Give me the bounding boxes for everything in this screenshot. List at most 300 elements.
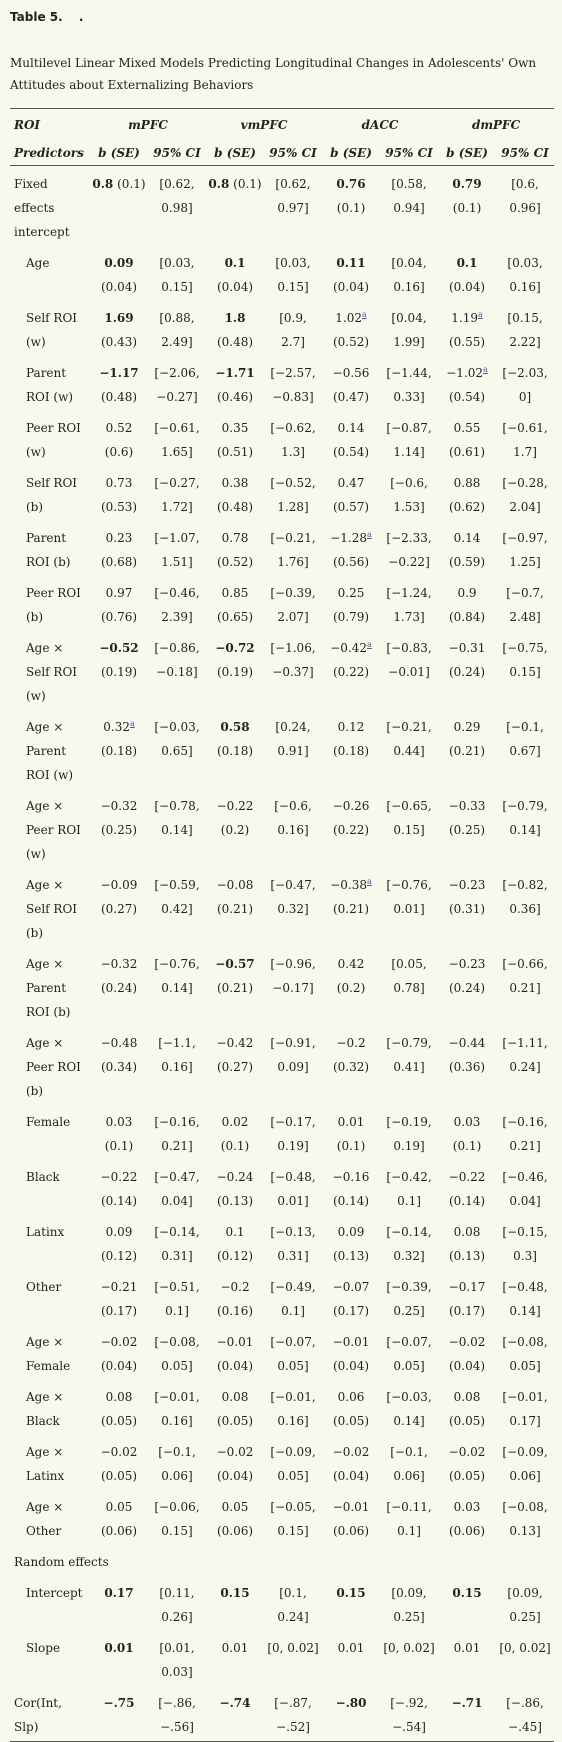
table-row	[10, 1575, 554, 1630]
confidence-interval: [−0.19, 0.19]	[386, 1115, 432, 1153]
b-se-cell	[206, 300, 264, 355]
confidence-interval: [−0.61, 1.65]	[154, 421, 200, 459]
coefficient: 0.1	[224, 256, 246, 270]
b-se-cell	[438, 709, 496, 788]
b-se-cell	[438, 867, 496, 946]
b-se-cell	[438, 1214, 496, 1269]
b-se-cell	[322, 1489, 380, 1544]
table-row	[10, 1324, 554, 1379]
predictor-label: Peer ROI (w)	[26, 421, 81, 459]
table-row	[10, 788, 554, 867]
standard-error: (0.17)	[100, 1304, 138, 1318]
table-row	[10, 946, 554, 1025]
coefficient: 0.47	[337, 476, 365, 490]
coefficient: −.71	[451, 1696, 483, 1710]
standard-error: (0.57)	[332, 500, 370, 514]
b-se-cell	[322, 1159, 380, 1214]
confidence-interval: [−1.11, 0.24]	[502, 1036, 548, 1074]
confidence-interval: [−.87, −.52]	[264, 1685, 322, 1742]
b-se-cell	[438, 1434, 496, 1489]
standard-error: (0.32)	[332, 1060, 370, 1074]
standard-error: (0.24)	[100, 981, 138, 995]
coefficient: 0.73	[105, 476, 133, 490]
b-se-cell	[322, 245, 380, 300]
confidence-interval: [0.11, 0.26]	[159, 1586, 195, 1624]
confidence-interval: [−0.16, 0.21]	[502, 1115, 548, 1153]
coefficient: 0.15	[220, 1586, 250, 1600]
predictor-label: Parent ROI (b)	[26, 531, 71, 569]
standard-error: (0.04)	[100, 1359, 138, 1373]
table-row	[10, 1159, 554, 1214]
standard-error: (0.43)	[100, 335, 138, 349]
standard-error: (0.79)	[332, 610, 370, 624]
standard-error: (0.05)	[448, 1469, 486, 1483]
table-row	[10, 300, 554, 355]
coefficient: −0.26	[332, 799, 370, 813]
confidence-interval: [−0.09, 0.05]	[270, 1445, 316, 1483]
b-se-cell	[206, 709, 264, 788]
confidence-interval: [−0.03, 0.65]	[154, 720, 200, 758]
coefficient: 0.78	[221, 531, 249, 545]
roi-header-vmpfc: vmPFC	[206, 109, 322, 142]
predictor-label: Parent ROI (w)	[26, 366, 74, 404]
standard-error: (0.52)	[332, 335, 370, 349]
ci-header: 95% CI	[496, 141, 554, 166]
coefficient: −1.02	[446, 366, 484, 380]
table-row	[10, 355, 554, 410]
confidence-interval: [−0.1, 0.67]	[506, 720, 544, 758]
coefficient: −0.42	[330, 641, 368, 655]
standard-error: (0.25)	[100, 823, 138, 837]
standard-error: (0.52)	[216, 555, 254, 569]
coefficient: −0.02	[448, 1445, 486, 1459]
b-se-cell	[438, 245, 496, 300]
table-row	[10, 1489, 554, 1544]
confidence-interval: [0, 0.02]	[267, 1641, 319, 1655]
coefficient: −0.07	[332, 1280, 370, 1294]
coefficient: 0.03	[453, 1115, 481, 1129]
b-se-cell	[438, 1269, 496, 1324]
confidence-interval: [−0.14, 0.31]	[154, 1225, 200, 1263]
b-se-cell	[438, 1324, 496, 1379]
b-se-cell	[90, 575, 148, 630]
standard-error: (0.1)	[336, 201, 366, 215]
footnote-marker[interactable]: a	[362, 310, 367, 319]
b-se-header: b (SE)	[438, 141, 496, 166]
coefficient: 0.79	[452, 177, 482, 191]
b-se-cell	[438, 1159, 496, 1214]
confidence-interval: [−0.21, 1.76]	[270, 531, 316, 569]
b-se-cell	[206, 1269, 264, 1324]
coefficient: 0.11	[336, 256, 366, 270]
standard-error: (0.04)	[332, 1469, 370, 1483]
b-se-cell	[322, 1214, 380, 1269]
coefficient: −0.22	[100, 1170, 138, 1184]
b-se-cell	[206, 1630, 264, 1685]
predictor-label: Intercept	[26, 1586, 83, 1600]
b-se-cell	[90, 1159, 148, 1214]
roi-header-dmpfc: dmPFC	[438, 109, 554, 142]
confidence-interval: [−0.16, 0.21]	[154, 1115, 200, 1153]
standard-error: (0.13)	[448, 1249, 486, 1263]
b-se-cell	[322, 355, 380, 410]
table-row	[10, 1434, 554, 1489]
coefficient: −0.32	[100, 799, 138, 813]
predictor-label: Peer ROI (b)	[26, 586, 81, 624]
predictor-label: Age × Latinx	[26, 1445, 65, 1483]
standard-error: (0.1)	[233, 177, 262, 191]
b-se-cell	[438, 1489, 496, 1544]
coefficient: 0.38	[221, 476, 249, 490]
confidence-interval: [−0.82, 0.36]	[502, 878, 548, 916]
coefficient: 0.9	[457, 586, 477, 600]
b-se-cell	[438, 1630, 496, 1685]
confidence-interval: [0, 0.02]	[499, 1641, 551, 1655]
standard-error: (0.2)	[220, 823, 250, 837]
coefficient: −1.28	[330, 531, 368, 545]
standard-error: (0.06)	[332, 1524, 370, 1538]
standard-error: (0.16)	[216, 1304, 254, 1318]
b-se-cell	[438, 410, 496, 465]
confidence-interval: [−1.07, 1.51]	[154, 531, 200, 569]
confidence-interval: [−0.01, 0.16]	[154, 1390, 200, 1428]
confidence-interval: [−0.42, 0.1]	[386, 1170, 432, 1208]
b-se-cell	[438, 300, 496, 355]
b-se-cell	[90, 946, 148, 1025]
coefficient: −0.38	[330, 878, 368, 892]
confidence-interval: [−0.97, 1.25]	[502, 531, 548, 569]
coefficient: −0.44	[448, 1036, 486, 1050]
b-se-cell	[322, 1269, 380, 1324]
ci-header: 95% CI	[148, 141, 206, 166]
predictor-label: Fixed effects intercept	[14, 177, 70, 239]
coefficient: −0.21	[100, 1280, 138, 1294]
b-se-cell	[90, 788, 148, 867]
footnote-marker[interactable]: a	[367, 530, 372, 539]
confidence-interval: [−0.1, 0.06]	[158, 1445, 196, 1483]
standard-error: (0.1)	[452, 201, 482, 215]
standard-error: (0.04)	[448, 1359, 486, 1373]
coefficient: 0.15	[336, 1586, 366, 1600]
standard-error: (0.05)	[332, 1414, 370, 1428]
coefficient: −0.23	[448, 878, 486, 892]
confidence-interval: [−0.47, 0.04]	[154, 1170, 200, 1208]
standard-error: (0.46)	[216, 390, 254, 404]
b-se-cell	[90, 300, 148, 355]
standard-error: (0.1)	[220, 1139, 250, 1153]
b-se-cell	[90, 1269, 148, 1324]
confidence-interval: [−0.05, 0.15]	[270, 1500, 316, 1538]
coefficient: −0.02	[448, 1335, 486, 1349]
table-row	[10, 1025, 554, 1104]
coefficient: 0.55	[453, 421, 481, 435]
footnote-marker[interactable]: a	[129, 719, 135, 728]
predictor-label: Age × Peer ROI (w)	[26, 799, 81, 861]
standard-error: (0.06)	[216, 1524, 254, 1538]
coefficient: 0.17	[104, 1586, 134, 1600]
standard-error: (0.18)	[216, 744, 254, 758]
coefficient: 0.01	[453, 1641, 481, 1655]
standard-error: (0.04)	[332, 1359, 370, 1373]
coefficient: −0.16	[332, 1170, 370, 1184]
confidence-interval: [−1.06, −0.37]	[270, 641, 316, 679]
standard-error: (0.13)	[332, 1249, 370, 1263]
b-se-header: b (SE)	[322, 141, 380, 166]
standard-error: (0.22)	[332, 823, 370, 837]
b-se-cell	[206, 1104, 264, 1159]
predictor-label: Female	[26, 1115, 71, 1129]
predictor-label: Age	[26, 256, 50, 270]
confidence-interval: [−2.03, 0]	[502, 366, 548, 404]
coefficient: 0.15	[452, 1586, 482, 1600]
table-row	[10, 1379, 554, 1434]
confidence-interval: [−0.47, 0.32]	[270, 878, 316, 916]
confidence-interval: [0.15, 2.22]	[507, 311, 543, 349]
b-se-cell	[90, 520, 148, 575]
b-se-cell	[438, 520, 496, 575]
predictor-label: Age × Self ROI (w)	[26, 641, 78, 703]
roi-header-mpfc: mPFC	[90, 109, 206, 142]
confidence-interval: [−0.15, 0.3]	[502, 1225, 548, 1263]
coefficient: −0.01	[216, 1335, 254, 1349]
b-se-cell	[206, 166, 264, 246]
b-se-cell	[322, 1379, 380, 1434]
standard-error: (0.24)	[448, 981, 486, 995]
coefficient: −0.48	[100, 1036, 138, 1050]
coefficient: −0.01	[332, 1335, 370, 1349]
predictor-label: Age × Black	[26, 1390, 64, 1428]
coefficient: −0.42	[216, 1036, 254, 1050]
confidence-interval: [−0.52, 1.28]	[270, 476, 316, 514]
standard-error: (0.06)	[448, 1524, 486, 1538]
table-caption: Multilevel Linear Mixed Models Predicting Longitudinal Changes in Adolescents' Own Attitudes about Externalizing Behaviors	[10, 56, 537, 92]
b-se-cell	[90, 709, 148, 788]
coefficient: 0.32	[103, 720, 130, 734]
confidence-interval: [−0.11, 0.1]	[386, 1500, 432, 1538]
coefficient: 0.08	[105, 1390, 133, 1404]
b-se-cell	[438, 1104, 496, 1159]
standard-error: (0.53)	[100, 500, 138, 514]
b-se-cell	[322, 1434, 380, 1489]
b-se-cell	[206, 1685, 264, 1742]
b-se-cell	[206, 1434, 264, 1489]
standard-error: (0.27)	[100, 902, 138, 916]
coefficient: −0.32	[100, 957, 138, 971]
predictors-header: Predictors	[10, 141, 90, 166]
coefficient: −0.2	[220, 1280, 250, 1294]
standard-error: (0.61)	[448, 445, 486, 459]
standard-error: (0.21)	[216, 902, 254, 916]
table-row	[10, 245, 554, 300]
b-se-cell	[90, 630, 148, 709]
coefficient: −0.72	[215, 641, 255, 655]
table-row	[10, 1104, 554, 1159]
coefficient: 0.05	[221, 1500, 249, 1514]
standard-error: (0.65)	[216, 610, 254, 624]
confidence-interval: [−0.39, 2.07]	[270, 586, 316, 624]
b-se-cell	[322, 867, 380, 946]
predictor-label: Self ROI (b)	[26, 476, 78, 514]
confidence-interval: [−2.06, −0.27]	[154, 366, 200, 404]
predictor-label: Age × Parent ROI (w)	[26, 720, 74, 782]
b-se-cell	[206, 1379, 264, 1434]
coefficient: 0.03	[105, 1115, 133, 1129]
standard-error: (0.51)	[216, 445, 254, 459]
header-row-stats	[10, 141, 554, 166]
coefficient: −0.22	[448, 1170, 486, 1184]
table-row	[10, 520, 554, 575]
b-se-cell	[206, 788, 264, 867]
b-se-cell	[322, 410, 380, 465]
standard-error: (0.12)	[216, 1249, 254, 1263]
confidence-interval: [0.9, 2.7]	[279, 311, 307, 349]
standard-error: (0.04)	[216, 1469, 254, 1483]
b-se-cell	[206, 630, 264, 709]
table-number: Table 5.	[10, 10, 63, 24]
coefficient: 0.58	[220, 720, 250, 734]
confidence-interval: [0.03, 0.15]	[275, 256, 311, 294]
confidence-interval: [−0.01, 0.16]	[270, 1390, 316, 1428]
standard-error: (0.19)	[100, 665, 138, 679]
standard-error: (0.05)	[448, 1414, 486, 1428]
coefficient: 0.06	[337, 1390, 365, 1404]
confidence-interval: [0, 0.02]	[383, 1641, 435, 1655]
coefficient: 0.1	[225, 1225, 245, 1239]
predictor-label: Age × Self ROI (b)	[26, 878, 78, 940]
coefficient: −0.02	[100, 1445, 138, 1459]
b-se-cell	[206, 867, 264, 946]
confidence-interval: [−2.33, −0.22]	[386, 531, 432, 569]
b-se-cell	[206, 1489, 264, 1544]
confidence-interval: [−0.28, 2.04]	[502, 476, 548, 514]
table-label	[10, 8, 552, 26]
standard-error: (0.68)	[100, 555, 138, 569]
standard-error: (0.05)	[216, 1414, 254, 1428]
section-row	[10, 1544, 554, 1575]
coefficient: 1.19	[451, 311, 478, 325]
b-se-header: b (SE)	[206, 141, 264, 166]
standard-error: (0.05)	[100, 1469, 138, 1483]
b-se-cell	[90, 1379, 148, 1434]
coefficient: 0.29	[453, 720, 481, 734]
b-se-cell	[206, 355, 264, 410]
footnote-marker[interactable]: a	[478, 310, 483, 319]
coefficient: 0.09	[105, 1225, 133, 1239]
section-label: Random effects	[14, 1555, 109, 1569]
b-se-cell	[438, 1575, 496, 1630]
coefficient: 1.69	[104, 311, 134, 325]
b-se-cell	[90, 1214, 148, 1269]
b-se-cell	[438, 630, 496, 709]
confidence-interval: [−0.1, 0.06]	[390, 1445, 428, 1483]
b-se-cell	[206, 1214, 264, 1269]
coefficient: 0.01	[104, 1641, 134, 1655]
standard-error: (0.1)	[336, 1139, 366, 1153]
coefficient: −0.24	[216, 1170, 254, 1184]
predictor-label: Age × Other	[26, 1500, 64, 1538]
b-se-cell	[438, 575, 496, 630]
standard-error: (0.34)	[100, 1060, 138, 1074]
coefficient: 0.85	[221, 586, 249, 600]
standard-error: (0.54)	[448, 390, 486, 404]
confidence-interval: [−0.08, 0.05]	[154, 1335, 200, 1373]
table-row	[10, 465, 554, 520]
b-se-cell	[322, 166, 380, 246]
b-se-cell	[206, 465, 264, 520]
b-se-cell	[206, 1025, 264, 1104]
coefficient: −0.22	[216, 799, 254, 813]
footnote-marker[interactable]: a	[367, 877, 372, 886]
confidence-interval: [0.01, 0.03]	[159, 1641, 195, 1679]
b-se-cell	[90, 867, 148, 946]
confidence-interval: [−0.21, 0.44]	[386, 720, 432, 758]
confidence-interval: [−0.07, 0.05]	[270, 1335, 316, 1373]
coefficient: −0.2	[336, 1036, 366, 1050]
results-table	[10, 108, 554, 1742]
standard-error: (0.56)	[332, 555, 370, 569]
standard-error: (0.48)	[100, 390, 138, 404]
b-se-cell	[322, 709, 380, 788]
b-se-cell	[322, 1685, 380, 1742]
b-se-cell	[90, 1685, 148, 1742]
confidence-interval: [0.05, 0.78]	[391, 957, 427, 995]
standard-error: (0.1)	[452, 1139, 482, 1153]
confidence-interval: [−0.59, 0.42]	[154, 878, 200, 916]
coefficient: 0.97	[105, 586, 133, 600]
confidence-interval: [−1.44, 0.33]	[386, 366, 432, 404]
confidence-interval: [0.1, 0.24]	[277, 1586, 309, 1624]
confidence-interval: [−0.08, 0.05]	[502, 1335, 548, 1373]
coefficient: −0.23	[448, 957, 486, 971]
footnote-marker[interactable]: a	[483, 365, 488, 374]
coefficient: −0.52	[99, 641, 139, 655]
footnote-marker[interactable]: a	[367, 640, 372, 649]
confidence-interval: [−0.76, 0.14]	[154, 957, 200, 995]
standard-error: (0.55)	[448, 335, 486, 349]
b-se-cell	[322, 1104, 380, 1159]
standard-error: (0.14)	[332, 1194, 370, 1208]
b-se-cell	[438, 946, 496, 1025]
table-row	[10, 166, 554, 246]
b-se-cell	[206, 1324, 264, 1379]
b-se-cell	[90, 1025, 148, 1104]
confidence-interval: [−0.91, 0.09]	[270, 1036, 316, 1074]
table-row	[10, 1214, 554, 1269]
b-se-cell	[90, 465, 148, 520]
roi-header-dacc: dACC	[322, 109, 438, 142]
confidence-interval: [−0.09, 0.06]	[502, 1445, 548, 1483]
standard-error: (0.18)	[100, 744, 138, 758]
b-se-cell	[206, 520, 264, 575]
b-se-cell	[90, 1324, 148, 1379]
standard-error: (0.18)	[332, 744, 370, 758]
coefficient: 0.09	[337, 1225, 365, 1239]
table-row	[10, 575, 554, 630]
predictor-label: Cor(Int, Slp)	[10, 1685, 90, 1742]
table-label-suffix: .	[78, 10, 84, 24]
coefficient: 0.12	[337, 720, 365, 734]
table-row	[10, 1685, 554, 1742]
b-se-cell	[438, 1379, 496, 1434]
confidence-interval: [0.04, 0.16]	[391, 256, 427, 294]
coefficient: 0.14	[337, 421, 365, 435]
standard-error: (0.54)	[332, 445, 370, 459]
coefficient: −0.01	[332, 1500, 370, 1514]
confidence-interval: [−0.6, 1.53]	[390, 476, 428, 514]
b-se-cell	[438, 788, 496, 867]
confidence-interval: [−2.57, −0.83]	[270, 366, 316, 404]
standard-error: (0.27)	[216, 1060, 254, 1074]
